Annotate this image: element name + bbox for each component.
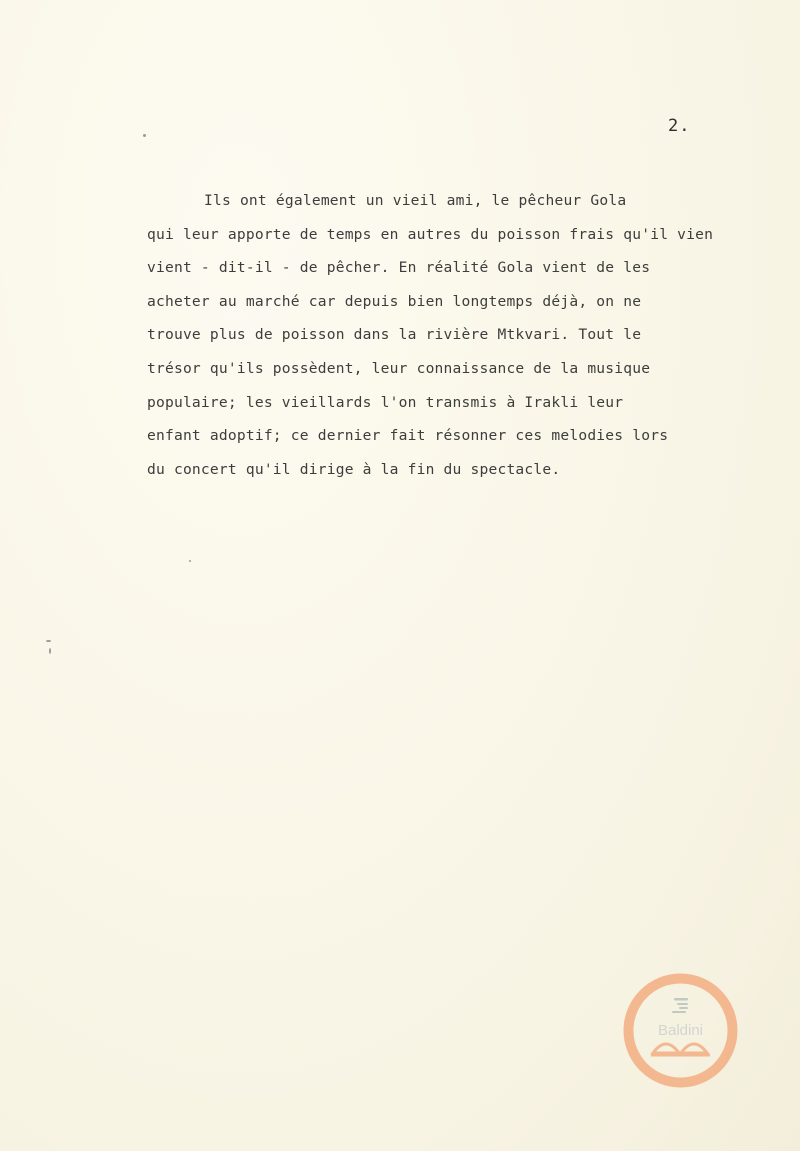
paper-speck xyxy=(49,648,51,654)
text-line: enfant adoptif; ce dernier fait résonner ces melodies lors xyxy=(147,427,669,445)
typewritten-paragraph xyxy=(147,184,797,486)
text-line: acheter au marché car depuis bien longtemps déjà, on ne xyxy=(147,292,642,310)
text-line: du concert qu'il dirige à la fin du spectacle. xyxy=(147,460,561,478)
stamp-wordmark: Baldini xyxy=(657,1022,704,1039)
stamp-small-lettering xyxy=(672,998,688,1013)
paper-speck xyxy=(143,134,146,137)
text-line: vient - dit-il - de pêcher. En réalité Gola vient de les xyxy=(147,259,651,277)
text-line: Ils ont également un vieil ami, le pêcheur Gola xyxy=(204,192,627,209)
paper-speck xyxy=(189,560,191,562)
text-line: populaire; les vieillards l'on transmis à Irakli leur xyxy=(147,393,624,411)
text-line: trouve plus de poisson dans la rivière Mtkvari. Tout le xyxy=(147,326,642,344)
baldini-library-stamp xyxy=(622,972,739,1089)
text-line: trésor qu'ils possèdent, leur connaissance de la musique xyxy=(147,359,651,377)
page-number: 2. xyxy=(668,116,691,136)
text-line: qui leur apporte de temps en autres du poisson frais qu'il vien xyxy=(147,225,714,243)
paper-speck xyxy=(46,640,51,642)
stamp-arches xyxy=(651,1044,710,1055)
